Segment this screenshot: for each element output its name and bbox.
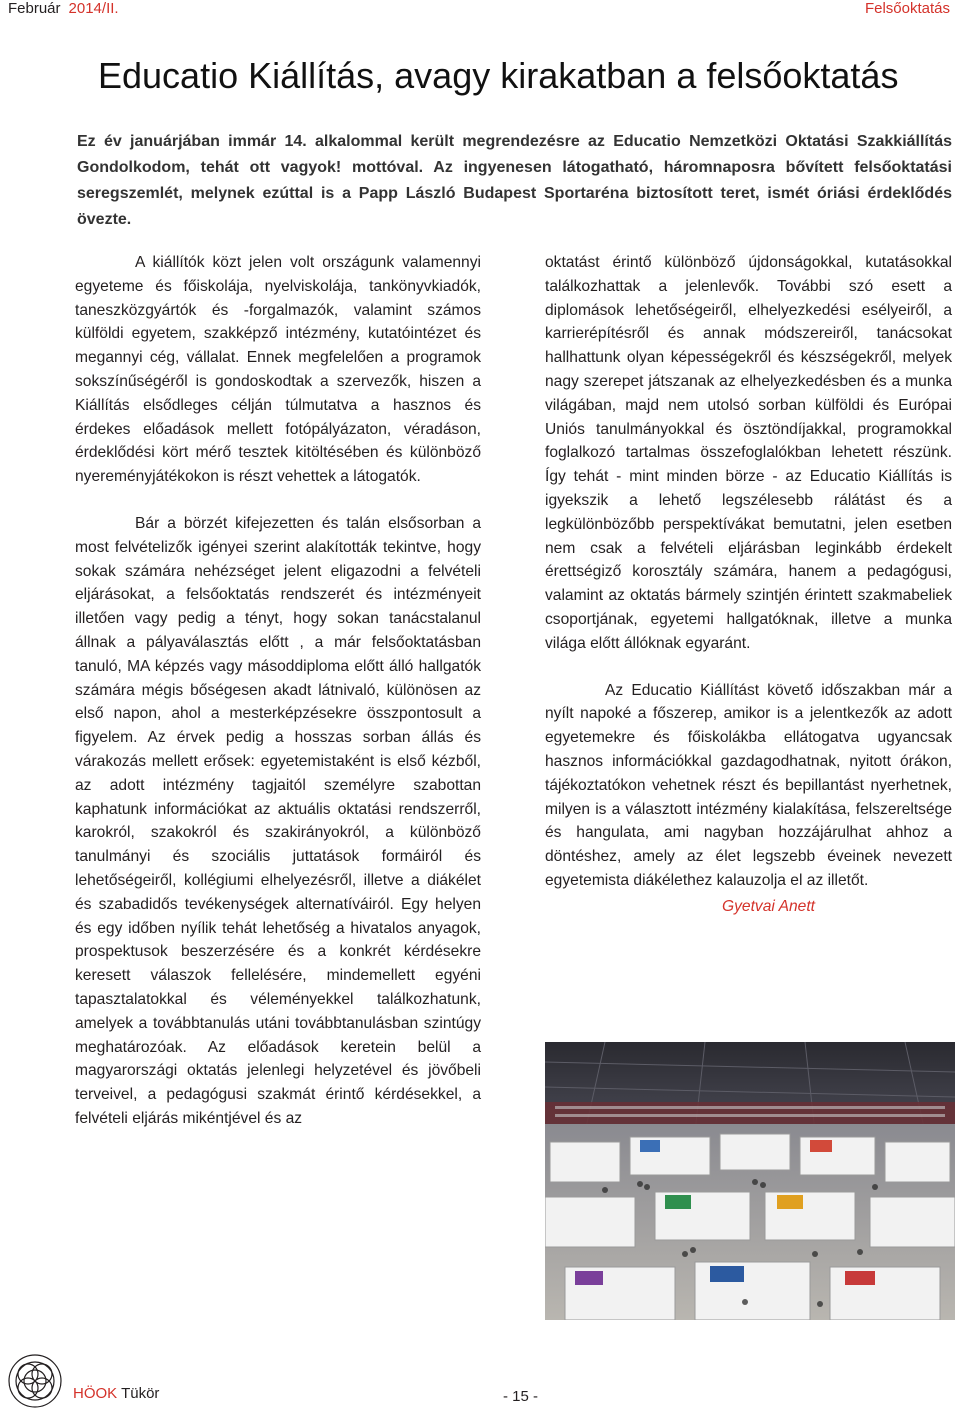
footer-brand (73, 1385, 159, 1402)
article-lead: Ez év januárjában immár 14. alkalommal került megrendezésre az Educatio Nemzetközi Oktatási Szakkiállítás Gondolkodom, tehát ott vagyok! mottóval. Az ingyenesen látogatható, háromnaposra bővített felsőoktatási seregszemlét, melynek ezúttal is a Papp László Budapest Sportaréna biztosított teret, ismét óriási érdeklődés övezte. (77, 133, 952, 228)
right-column (545, 251, 952, 919)
author-signature: Gyetvai Anett (721, 897, 816, 915)
header-section: Felsőoktatás (864, 0, 950, 17)
article-title: Educatio Kiállítás, avagy kirakatban a felsőoktatás (98, 55, 899, 96)
footer-brand-tukor: Tükör (117, 1385, 160, 1402)
header-month: Február (8, 0, 61, 17)
right-paragraph-1: oktatást érintő különböző újdonságokkal, kutatásokkal találkozhattak a jelenlevők. További szó esett a diplomások lehetőségeiről, elhelyezkedési esélyeiről, a karrierépítésről és annak módszereiről, tanácsokat hallhattunk olyan képességekről és készségekről, melyek nagy szerepet játszanak az elhelyezkedésben és a munka világában, majd nem utolsó sorban külföldi és Európai Uniós tanulmányokkal és ösztöndíjakkal, programokkal foglalkozó tartalmas összefoglalókban lehetett részünk. Így tehát - mint minden börze - az Educatio Kiállítás is igyekszik a lehető legszélesebb rálátást és a legkülönbözőbb perspektívákat bemutatni, jelen esetben nem csak a felvételi eljárásban leginkább érdekelt érettségiző korosztály számára, hanem a pedagógusi, valamint az oktatás bármely szintjén érintett szakmabeliek csoportjának, egyetemi hallgatóknak, illetve a munka világa előtt állóknak egyaránt. (545, 254, 952, 652)
running-header-left (8, 0, 119, 18)
left-paragraph-2: Bár a börzét kifejezetten és talán elsősorban a most felvételizők igényei szerint alakították tekintve, hogy sokak számára nehézséget jelent eligazodni a felvételi eljárásokat, a felsőoktatás rendszerét és intézményeit illetően vagy pedig a tényt, hogy sokan tanácstalanul állnak a pályaválasztás előtt , a már felsőoktatásban tanuló, MA képzés vagy másoddiploma előtt álló hallgatók számára mégis bőségesen akadt látnivaló, különösen az első napon, ahol a mesterképzésekre összpontosult a figyelem. Az érvek pedig a hosszas sorban állás és várakozás mellett erősek: egyetemistaként is első kézből, az adott intézmény tagjaitól személyre szabottan kaphatunk információkat az aktuális oktatási rendszerről, karokról, szakokról és szakirányokról, a különböző tanulmányi és szociális juttatások formáiról és lehetőségeiről, kollégiumi elhelyezésről, illetve a diákélet és szabadidős tevékenységek alternatíváiról. Egy helyen és egy időben nyílik tehát lehetőség a hivatalos anyagok, prospektusok beszerzésére és a konkrét kérdésekre keresett válaszok fellelésére, mindemellett egyéni tapasztalatokkal és véleményekkel találkozhatunk, amelyek a továbbtanulás utáni továbbtanulásban szintúgy meghatározóak. Az előadások keretein belül a magyarországi oktatás jelenlegi helyzetével és jövőbeli terveivel, a pedagógusi szakmát érintő kérdésekkel, a felvételi eljárás mikéntjével és az (75, 514, 481, 1127)
right-paragraph-2: Az Educatio Kiállítást követő időszakban már a nyílt napoké a főszerep, amikor is a jelentkezők az adott egyetemekre és főiskolákba ellátogatva ugyancsak hasznos információkkal gazdagodhatnak, nyitott órákon, tájékoztatókon vehetnek részt és bepillantást nyerhetnek, milyen is a választott intézmény kialakítása, felszereltsége és hangulata, ami nagyban hozzájárulhat ahhoz a döntéshez, amely az élet legszebb éveinek nevezett egyetemista diákélethez kalauzolja el az illetőt. (545, 681, 952, 889)
footer-brand-hook: HÖOK (73, 1385, 118, 1402)
photo-illustration (545, 1042, 955, 1320)
header-issue: 2014/II. (68, 0, 119, 17)
left-column (75, 251, 481, 1131)
left-paragraph-1: A kiállítók közt jelen volt országunk valamennyi egyeteme és főiskolája, nyelviskolája, tankönyvkiadók, taneszközgyártók és -forgalmazók, valamint számos külföldi egyetem, szakképző intézmény, kutatóintézet és megannyi cég, vállalat. Ennek megfelelően a programok sokszínűségéről is gondoskodtak a szervezők, hiszen a Kiállítás elsődleges célján túlmutatva a hasznos és érdekes előadások mellett fotópályázaton, véradáson, érdeklődési kört mérő tesztek kitöltésében és különböző nyereményjátékokon is részt vehettek a látogatók. (75, 254, 481, 486)
exhibition-hall-photo (545, 1042, 955, 1320)
hook-logo-icon (6, 1352, 64, 1410)
page-number: - 15 - (503, 1388, 539, 1405)
